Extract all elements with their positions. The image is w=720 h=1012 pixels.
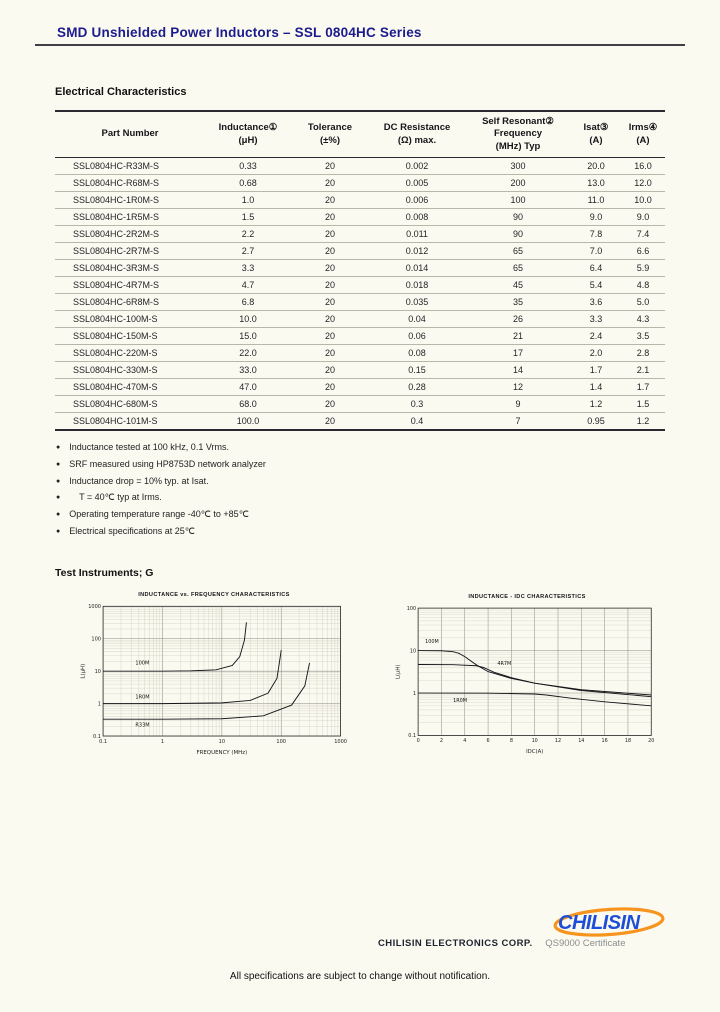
value-cell: 9.0	[636, 212, 650, 223]
bullet-icon: ●	[56, 494, 61, 502]
value-cell: 0.4	[410, 415, 424, 426]
svg-text:L(μH): L(μH)	[395, 664, 402, 680]
value-cell: 20	[324, 331, 335, 342]
value-cell: 0.15	[408, 365, 426, 376]
notes-list	[56, 440, 266, 541]
svg-text:0.1: 0.1	[99, 738, 108, 745]
note-item	[56, 490, 266, 507]
svg-text:10: 10	[409, 648, 417, 655]
table-row	[55, 413, 665, 430]
part-number-cell: SSL0804HC-100M-S	[73, 314, 158, 325]
value-cell: 20	[324, 280, 335, 291]
svg-text:0.1: 0.1	[408, 733, 417, 740]
value-cell: 15.0	[239, 331, 257, 342]
series-label: 4R7M	[497, 660, 512, 667]
value-cell: 20	[324, 297, 335, 308]
value-cell: 45	[512, 280, 523, 291]
header-rule	[35, 44, 685, 46]
value-cell: 3.3	[589, 314, 603, 325]
chart-title: INDUCTANCE - IDC CHARACTERISTICS	[468, 594, 586, 600]
value-cell: 6.8	[241, 297, 255, 308]
table-row	[55, 294, 665, 311]
chilisin-logo	[552, 902, 666, 942]
value-cell: 5.0	[636, 297, 650, 308]
part-number-cell: SSL0804HC-6R8M-S	[73, 297, 160, 308]
certificate-label: QS9000 Certificate	[545, 938, 626, 949]
table-row	[55, 209, 665, 226]
svg-text:1: 1	[160, 738, 165, 745]
value-cell: 7.8	[589, 229, 603, 240]
svg-text:0.1: 0.1	[93, 733, 102, 740]
note-text: T = 40℃ typ at Irms.	[69, 492, 162, 503]
table-row	[55, 175, 665, 192]
value-cell: 6.6	[636, 246, 650, 257]
value-cell: 20	[324, 246, 335, 257]
value-cell: 20	[324, 195, 335, 206]
svg-text:20: 20	[648, 738, 655, 745]
value-cell: 90	[512, 229, 523, 240]
table-row	[55, 345, 665, 362]
value-cell: 65	[512, 263, 523, 274]
table-body	[55, 158, 665, 430]
svg-text:18: 18	[624, 738, 632, 745]
svg-text:L(μH): L(μH)	[80, 663, 87, 679]
value-cell: 20	[324, 365, 335, 376]
header-row	[55, 111, 665, 158]
part-number-cell: SSL0804HC-R33M-S	[73, 161, 160, 172]
value-cell: 9	[515, 399, 521, 410]
value-cell: 33.0	[239, 365, 257, 376]
svg-text:100: 100	[276, 738, 287, 745]
value-cell: 2.4	[589, 331, 603, 342]
table-row	[55, 396, 665, 413]
series-label: 1R0M	[453, 697, 467, 704]
note-text: SRF measured using HP8753D network analyzer	[69, 458, 266, 469]
note-item	[56, 507, 266, 524]
svg-text:10: 10	[531, 738, 538, 745]
value-cell: 6.4	[589, 263, 603, 274]
value-cell: 20	[324, 399, 335, 410]
value-cell: 0.68	[239, 178, 257, 189]
part-number-cell: SSL0804HC-2R7M-S	[73, 246, 160, 257]
value-cell: 20	[324, 314, 335, 325]
svg-text:14: 14	[578, 738, 585, 745]
column-header: Irms④ (A)	[628, 122, 658, 146]
value-cell: 0.008	[405, 212, 429, 223]
value-cell: 4.7	[241, 280, 255, 291]
column-header: Self Resonant② Frequency (MHz) Typ	[482, 116, 554, 152]
value-cell: 11.0	[587, 195, 605, 206]
value-cell: 3.6	[589, 297, 603, 308]
svg-text:8: 8	[509, 738, 513, 745]
table-row	[55, 226, 665, 243]
table-row	[55, 192, 665, 209]
value-cell: 0.035	[405, 297, 429, 308]
bullet-icon: ●	[56, 527, 61, 535]
inductance-frequency-chart	[78, 592, 350, 756]
value-cell: 0.3	[410, 399, 424, 410]
value-cell: 16.0	[634, 161, 652, 172]
part-number-cell: SSL0804HC-3R3M-S	[73, 263, 160, 274]
value-cell: 1.2	[636, 415, 650, 426]
value-cell: 20	[324, 229, 335, 240]
series-label: 100M	[425, 639, 439, 646]
bullet-icon: ●	[56, 460, 61, 468]
note-item	[56, 457, 266, 474]
column-header: DC Resistance (Ω) max.	[383, 122, 451, 146]
bottom-note: All specifications are subject to change without notification.	[229, 971, 491, 982]
svg-text:12: 12	[554, 738, 562, 745]
svg-text:6: 6	[486, 738, 490, 745]
inductance-idc-chart	[393, 594, 661, 755]
svg-text:IDC(A): IDC(A)	[526, 748, 544, 755]
table-row	[55, 260, 665, 277]
table-row	[55, 362, 665, 379]
electrical-characteristics-heading: Electrical Characteristics	[55, 86, 187, 98]
value-cell: 20	[324, 348, 335, 359]
svg-text:10: 10	[218, 738, 226, 745]
part-number-cell: SSL0804HC-150M-S	[73, 331, 158, 342]
value-cell: 2.8	[636, 348, 650, 359]
value-cell: 20	[324, 263, 335, 274]
part-number-cell: SSL0804HC-330M-S	[73, 365, 158, 376]
bullet-icon: ●	[56, 511, 61, 519]
value-cell: 5.9	[636, 263, 650, 274]
value-cell: 20.0	[587, 161, 605, 172]
value-cell: 4.3	[636, 314, 650, 325]
value-cell: 1.5	[241, 212, 255, 223]
svg-text:2: 2	[439, 738, 444, 745]
note-item	[56, 524, 266, 541]
svg-text:10: 10	[94, 668, 102, 675]
inductance-idc-plot	[393, 603, 661, 755]
part-number-cell: SSL0804HC-470M-S	[73, 382, 158, 393]
value-cell: 47.0	[239, 382, 257, 393]
bullet-icon: ●	[56, 444, 61, 451]
table-row	[55, 328, 665, 345]
series-label: 100M	[135, 660, 150, 667]
table-row	[55, 243, 665, 260]
value-cell: 20	[324, 178, 335, 189]
value-cell: 3.3	[241, 263, 255, 274]
value-cell: 20	[324, 382, 335, 393]
value-cell: 10.0	[239, 314, 257, 325]
value-cell: 0.002	[405, 161, 429, 172]
note-text: Operating temperature range -40℃ to +85℃	[69, 509, 249, 520]
value-cell: 0.012	[405, 246, 429, 257]
page-title: SMD Unshielded Power Inductors – SSL 0804HC Series	[57, 25, 422, 40]
column-header: Tolerance (±%)	[307, 122, 353, 146]
series-label: R33M	[135, 722, 150, 729]
svg-text:100: 100	[406, 605, 417, 612]
value-cell: 20	[324, 415, 335, 426]
svg-text:0: 0	[416, 738, 420, 745]
part-number-cell: SSL0804HC-2R2M-S	[73, 229, 160, 240]
value-cell: 13.0	[587, 178, 605, 189]
svg-text:16: 16	[601, 738, 608, 745]
value-cell: 0.04	[408, 314, 426, 325]
value-cell: 7.4	[636, 229, 650, 240]
table-row	[55, 158, 665, 175]
value-cell: 2.7	[241, 246, 255, 257]
value-cell: 0.006	[405, 195, 429, 206]
value-cell: 7	[515, 415, 521, 426]
value-cell: 0.005	[405, 178, 429, 189]
value-cell: 65	[512, 246, 523, 257]
note-item	[56, 440, 266, 457]
value-cell: 20	[324, 161, 335, 172]
value-cell: 35	[512, 297, 523, 308]
value-cell: 2.2	[241, 229, 255, 240]
value-cell: 10.0	[634, 195, 652, 206]
value-cell: 90	[512, 212, 523, 223]
column-header: Part Number	[101, 128, 159, 140]
value-cell: 17	[512, 348, 523, 359]
value-cell: 1.2	[589, 399, 603, 410]
part-number-cell: SSL0804HC-220M-S	[73, 348, 158, 359]
table-row	[55, 311, 665, 328]
value-cell: 1.5	[636, 399, 650, 410]
value-cell: 1.0	[241, 195, 255, 206]
value-cell: 1.4	[589, 382, 603, 393]
value-cell: 3.5	[636, 331, 650, 342]
svg-text:1000: 1000	[334, 738, 347, 745]
electrical-characteristics-table	[55, 110, 665, 431]
value-cell: 12.0	[634, 178, 652, 189]
inductance-frequency-plot	[78, 601, 350, 756]
note-item	[56, 474, 266, 491]
value-cell: 0.95	[587, 415, 605, 426]
company-name: CHILISIN ELECTRONICS CORP.	[378, 938, 533, 949]
value-cell: 0.06	[408, 331, 426, 342]
svg-text:1000: 1000	[88, 604, 102, 611]
value-cell: 20	[324, 212, 335, 223]
value-cell: 26	[512, 314, 523, 325]
test-instruments-heading: Test Instruments; G	[55, 567, 154, 579]
logo-text: CHILISIN	[558, 912, 640, 934]
svg-text:100: 100	[91, 636, 102, 643]
table-row	[55, 277, 665, 294]
value-cell: 22.0	[239, 348, 257, 359]
value-cell: 2.1	[636, 365, 650, 376]
value-cell: 0.28	[408, 382, 426, 393]
value-cell: 7.0	[589, 246, 603, 257]
value-cell: 100	[510, 195, 526, 206]
part-number-cell: SSL0804HC-4R7M-S	[73, 280, 160, 291]
value-cell: 12	[512, 382, 523, 393]
part-number-cell: SSL0804HC-1R5M-S	[73, 212, 160, 223]
part-number-cell: SSL0804HC-101M-S	[73, 415, 158, 426]
svg-text:1: 1	[412, 690, 417, 697]
svg-text:1: 1	[97, 701, 102, 708]
value-cell: 0.33	[239, 161, 257, 172]
chart-title: INDUCTANCE vs. FREQUENCY CHARACTERISTICS	[138, 592, 290, 598]
footer-company-row	[378, 938, 625, 949]
value-cell: 2.0	[589, 348, 603, 359]
note-text: Electrical specifications at 25℃	[69, 525, 195, 536]
svg-text:FREQUENCY (MHz): FREQUENCY (MHz)	[196, 749, 248, 756]
value-cell: 4.8	[636, 280, 650, 291]
value-cell: 1.7	[589, 365, 603, 376]
part-number-cell: SSL0804HC-680M-S	[73, 399, 158, 410]
value-cell: 14	[512, 365, 523, 376]
value-cell: 9.0	[589, 212, 603, 223]
value-cell: 300	[510, 161, 526, 172]
part-number-cell: SSL0804HC-1R0M-S	[73, 195, 160, 206]
series-1R0M	[103, 650, 281, 704]
value-cell: 5.4	[589, 280, 603, 291]
value-cell: 0.08	[408, 348, 426, 359]
value-cell: 0.018	[405, 280, 429, 291]
series-100M	[103, 622, 246, 671]
note-text: Inductance tested at 100 kHz, 0.1 Vrms.	[69, 442, 229, 452]
value-cell: 21	[512, 331, 523, 342]
table-header	[55, 111, 665, 158]
value-cell: 68.0	[239, 399, 257, 410]
value-cell: 100.0	[236, 415, 260, 426]
part-number-cell: SSL0804HC-R68M-S	[73, 178, 160, 189]
note-text: Inductance drop = 10% typ. at Isat.	[69, 475, 209, 486]
series-label: 1R0M	[135, 694, 150, 701]
value-cell: 0.014	[405, 263, 429, 274]
svg-text:4: 4	[463, 738, 467, 745]
bullet-icon: ●	[56, 477, 61, 485]
table-row	[55, 379, 665, 396]
value-cell: 200	[510, 178, 526, 189]
column-header: Inductance① (μH)	[218, 122, 278, 146]
value-cell: 0.011	[406, 229, 428, 240]
value-cell: 1.7	[636, 382, 650, 393]
column-header: Isat③ (A)	[583, 122, 609, 146]
